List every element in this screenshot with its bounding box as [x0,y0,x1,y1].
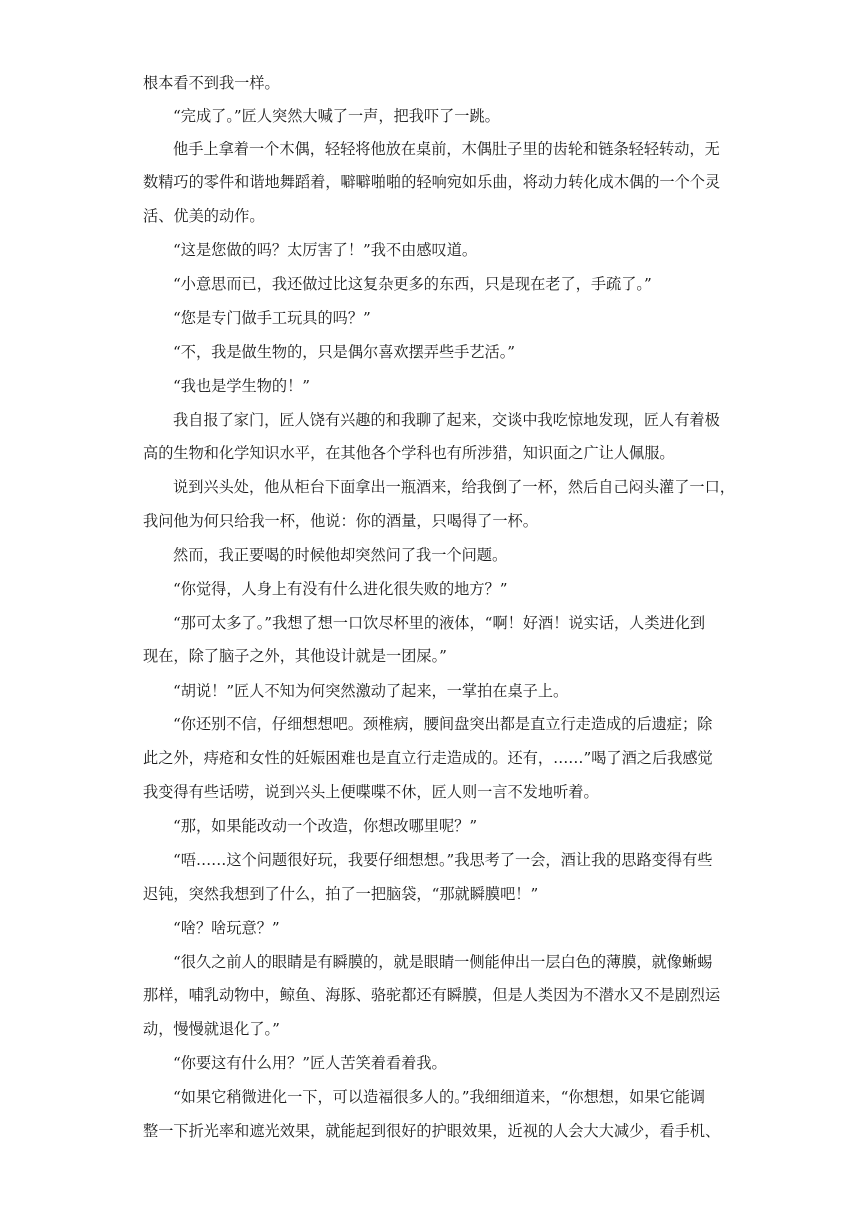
text-line: 数精巧的零件和谐地舞蹈着，噼噼啪啪的轻响宛如乐曲，将动力转化成木偶的一个个灵 [143,173,721,191]
text-line: 我问他为何只给我一杯，他说：你的酒量，只喝得了一杯。 [143,512,538,530]
text-line: 活、优美的动作。 [143,207,265,225]
text-line: “那，如果能改动一个改造，你想改哪里呢？” [173,817,478,835]
text-line: 根本看不到我一样。 [143,74,280,92]
text-line: 那样，哺乳动物中，鲸鱼、海豚、骆驼都还有瞬膜，但是人类因为不潜水又不是剧烈运 [143,986,721,1004]
text-line: 我自报了家门，匠人饶有兴趣的和我聊了起来，交谈中我吃惊地发现，匠人有着极 [173,411,720,429]
text-line: 迟钝，突然我想到了什么，拍了一把脑袋，“那就瞬膜吧！” [143,885,539,903]
text-line: 然而，我正要喝的时候他却突然问了我一个问题。 [173,546,508,564]
text-line: “那可太多了。”我想了想一口饮尽杯里的液体，“啊！好酒！说实话，人类进化到 [173,614,706,632]
text-line: “唔……这个问题很好玩，我要仔细想想。”我思考了一会，酒让我的思路变得有些 [173,851,713,869]
text-line: 现在，除了脑子之外，其他设计就是一团屎。” [143,647,447,665]
text-line: “小意思而已，我还做过比这复杂更多的东西，只是现在老了，手疏了。” [173,275,652,293]
text-line: “很久之前人的眼睛是有瞬膜的，就是眼睛一侧能伸出一层白色的薄膜，就像蜥蜴 [173,953,713,971]
text-line: “您是专门做手工玩具的吗？” [173,309,371,327]
text-line: “你觉得，人身上有没有什么进化很失败的地方？” [173,580,508,598]
text-line: “你还别不信，仔细想想吧。颈椎病，腰间盘突出都是直立行走造成的后遗症；除 [173,715,713,733]
text-line: 整一下折光率和遮光效果，就能起到很好的护眼效果，近视的人会大大减少，看手机、 [143,1122,721,1140]
text-line: “这是您做的吗？太厉害了！”我不由感叹道。 [173,241,478,259]
text-line: 动，慢慢就退化了。” [143,1020,280,1038]
text-line: “啥？啥玩意？” [173,919,280,937]
text-line: 说到兴头处，他从柜台下面拿出一瓶酒来，给我倒了一杯，然后自己闷头灌了一口， [173,478,735,496]
text-line: “胡说！”匠人不知为何突然激动了起来，一掌拍在桌子上。 [173,682,569,700]
text-line: 他手上拿着一个木偶，轻轻将他放在桌前，木偶肚子里的齿轮和链条轻轻转动，无 [173,140,720,158]
text-line: “如果它稍微进化一下，可以造福很多人的。”我细细道来，“你想想，如果它能调 [173,1088,706,1106]
text-line: 我变得有些话唠，说到兴头上便喋喋不休，匠人则一言不发地听着。 [143,783,599,801]
text-line: 高的生物和化学知识水平，在其他各个学科也有所涉猎，知识面之广让人佩服。 [143,444,675,462]
text-line: “你要这有什么用？”匠人苦笑着看着我。 [173,1054,447,1072]
text-line: “不，我是做生物的，只是偶尔喜欢摆弄些手艺活。” [173,343,516,361]
text-line: “完成了。”匠人突然大喊了一声，把我吓了一跳。 [173,107,500,125]
text-line: 此之外，痔疮和女性的妊娠困难也是直立行走造成的。还有，……”喝了酒之后我感觉 [143,749,713,767]
text-line: “我也是学生物的！” [173,377,311,395]
